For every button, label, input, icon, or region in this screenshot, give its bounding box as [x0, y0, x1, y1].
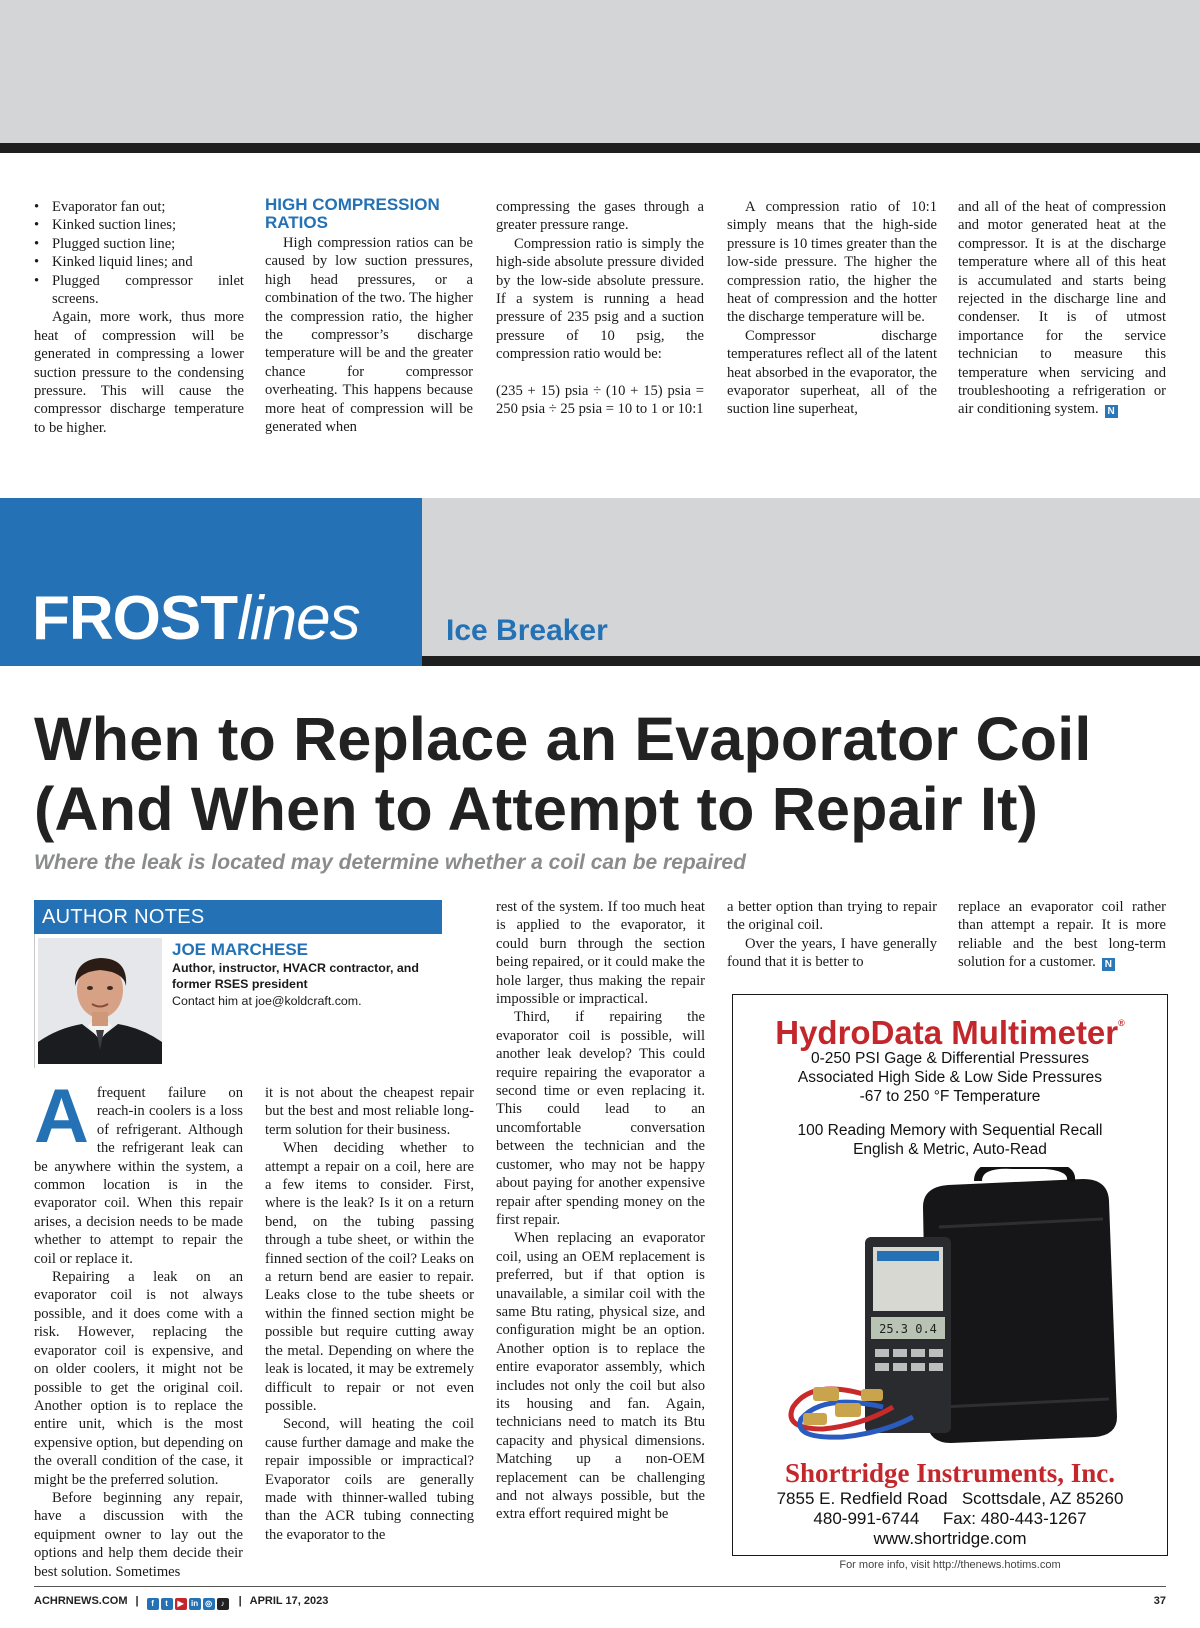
paragraph: Second, will heating the coil cause further damage and make the repair impossible or impractical? Evaporator coils are generally made with thinner-walled tubing than the ACR tubing connecting the evaporator to the: [265, 1416, 474, 1543]
paragraph: frequent failure on reach-in coolers is a loss of refrigerant. Although the refrigerant leak can be anywhere within the system, a common location is in the evaporator coil. When this repair arises, a decision needs to be made whether to attempt to repair the coil or replace it.: [34, 1085, 243, 1267]
linkedin-icon[interactable]: in: [189, 1598, 201, 1610]
list-item: • Evaporator fan out;: [34, 198, 244, 216]
logo-light: lines: [237, 584, 360, 653]
top-column-1: [34, 198, 244, 437]
formula: (235 + 15) psia ÷ (10 + 15) psia = 250 psia ÷ 25 psia = 10 to 1 or 10:1: [496, 382, 704, 418]
bullet-list: [34, 198, 244, 308]
paragraph: rest of the system. If too much heat is applied to the evaporator, it could burn through the section being repaired, or it could make the hole larger, thus making the repair impossible or impractical.: [496, 899, 705, 1008]
ad-company: Shortridge Instruments, Inc.: [784, 1458, 1115, 1488]
ad-more-info-link[interactable]: For more info, visit http://thenews.hotims.com: [839, 1559, 1061, 1571]
tiktok-icon[interactable]: ♪: [217, 1598, 229, 1610]
facebook-icon[interactable]: f: [147, 1598, 159, 1610]
paragraph: Repairing a leak on an evaporator coil is not always possible, and it does come with a risk. However, replacing the evaporator coil is expensive, and on older coolers, it might not be possible to get the original coil. Another option is to replace the entire unit, which is the most expensive option, but depending on the overall condition of the case, it might be the preferred solution.: [34, 1269, 243, 1488]
article-column-5: [958, 898, 1166, 972]
author-description: Author, instructor, HVACR contractor, and former RSES president: [172, 961, 419, 991]
top-black-rule: [0, 143, 1200, 153]
frostlines-logo: [32, 584, 360, 654]
ad-contact-block: [733, 1489, 1167, 1549]
paragraph: Again, more work, thus more heat of compression will be generated in compressing a lower suction pressure to the condensing pressure. This will cause the compressor discharge temperature to be higher.: [34, 309, 244, 436]
list-item: • Plugged suction line;: [34, 235, 244, 253]
paragraph: Third, if repairing the evaporator coil is possible, will another leak develop? This could require repairing the evaporator a second time or even replacing it. This could lead to an uncomfortable conversation between the technician and the customer, who may not be happy about paying for another expensive repair after spending money on the first repair.: [496, 1009, 705, 1228]
footer-site[interactable]: ACHRNEWS.COM: [34, 1595, 128, 1607]
ad-phone-row: [733, 1509, 1167, 1529]
ad-feature: English & Metric, Auto-Read: [853, 1141, 1047, 1158]
paragraph: Compressor discharge temperatures reflect all of the latent heat absorbed in the evaporator, the evaporator superheat, all of the suction line superheat,: [727, 327, 937, 418]
paragraph-wrap: [958, 898, 1166, 972]
paragraph: When replacing an evaporator coil, using an OEM replacement is preferred, but if that option is unavailable, a similar coil with the same Btu rating, physical size, and configuration might be an option. Another option is to replace the entire evaporator assembly, which includes not only the coil but also its housing and fan. Again, technicians need to match its Btu capacity and physical dimensions. Matching up a non-OEM replacement can be challenging and not always possible, but the extra effort required might be: [496, 1230, 705, 1523]
article-column-3: [496, 898, 705, 1524]
logo-bold: FROST: [32, 584, 238, 653]
registered-mark: ®: [1118, 1018, 1125, 1028]
paragraph: A compression ratio of 10:1 simply means that the high-side pressure is 10 times greater than the low-side pressure. The higher the compression ratio, the higher the heat of compression and the hotter the discharge temperature will be.: [727, 199, 937, 326]
paragraph: it is not about the cheapest repair but the best and most reliable long-term solution for their business.: [265, 1085, 474, 1138]
footer-separator: |: [238, 1595, 242, 1607]
ad-phone: 480-991-6744: [813, 1509, 920, 1528]
list-item: • Kinked suction lines;: [34, 216, 244, 234]
meter-display-text: 25.3 0.4: [879, 1322, 937, 1336]
author-name: JOE MARCHESE: [172, 940, 309, 959]
paragraph: Before beginning any repair, have a discussion with the equipment owner to lay out the options and help them decide their best solution. Sometimes: [34, 1489, 243, 1580]
author-photo: [38, 938, 162, 1064]
footer-date: APRIL 17, 2023: [249, 1595, 329, 1607]
ad-feature: 0-250 PSI Gage & Differential Pressures: [811, 1050, 1089, 1067]
paragraph-wrap: [958, 198, 1166, 419]
footer-separator: |: [135, 1595, 139, 1607]
ad-title-text: HydroData Multimeter: [775, 1014, 1119, 1051]
author-contact: Contact him at joe@koldcraft.com.: [172, 994, 362, 1008]
ad-feature: -67 to 250 °F Temperature: [859, 1088, 1041, 1105]
page-footer: [34, 1594, 328, 1610]
instagram-icon[interactable]: ◎: [203, 1598, 215, 1610]
drop-cap: A: [34, 1074, 89, 1159]
article-headline: When to Replace an Evaporator Coil (And When to Attempt to Repair It): [34, 705, 1092, 843]
paragraph: replace an evaporator coil rather than attempt a repair. It is more reliable and the best long-term solution for a customer.: [958, 899, 1166, 971]
top-column-4: [727, 198, 937, 419]
advertisement[interactable]: [732, 994, 1168, 1556]
twitter-icon[interactable]: t: [161, 1598, 173, 1610]
paragraph: When deciding whether to attempt a repair on a coil, here are a few items to consider. First, where is the leak? Is it on a return bend, on the tubing passing through a tube sheet, or within the finned section of the coil? Leaks on a return bend are easier to repair. Leaks close to the tube sheets or within the finned section might be possible but require cutting away the metal. Depending on where the leak is located, it may be extremely difficult to repair or not even possible.: [265, 1140, 474, 1414]
paragraph: and all of the heat of compression and motor generated heat at the compressor. It is at the discharge temperature where all of this heat is accumulated and starts being rejected in the discharge line and condenser. It is of utmost importance for the service technician to measure this temperature when servicing and troubleshooting a refrigeration or air conditioning system.: [958, 199, 1166, 418]
list-item: • Plugged compressor inlet screens.: [34, 272, 244, 309]
multimeter-product-image: [773, 1167, 1133, 1455]
paragraph: Over the years, I have generally found that it is better to: [727, 935, 937, 971]
youtube-icon[interactable]: ▶: [175, 1598, 187, 1610]
ad-address-row: [733, 1489, 1167, 1509]
footer-rule: [34, 1586, 1166, 1587]
ad-website[interactable]: www.shortridge.com: [873, 1529, 1027, 1548]
top-gray-band: [0, 0, 1200, 143]
ad-city: Scottsdale, AZ 85260: [961, 1489, 1124, 1508]
ad-features-1: [733, 1049, 1167, 1106]
page-number: 37: [1153, 1595, 1166, 1607]
article-column-1: [34, 1074, 243, 1581]
section-title: Ice Breaker: [446, 614, 608, 647]
paragraph: compressing the gases through a greater pressure range.: [496, 199, 704, 234]
top-column-3: [496, 198, 704, 418]
banner-black-rule: [422, 656, 1200, 666]
ad-fax: Fax: 480-443-1267: [942, 1509, 1087, 1528]
social-icons: [147, 1596, 231, 1610]
top-column-2: [265, 196, 473, 436]
paragraph: a better option than trying to repair the original coil.: [727, 899, 937, 934]
paragraph: High compression ratios can be caused by low suction pressures, high head pressures, or a combination of the two. The higher the compression ratio, the higher the compressor’s discharge temperature will be and the greater chance for compressor overheating. This happens because more heat of compression will be generated when: [265, 235, 473, 436]
article-deck: Where the leak is located may determine whether a coil can be repaired: [34, 851, 746, 874]
ad-feature: 100 Reading Memory with Sequential Recall: [797, 1122, 1103, 1139]
ad-address: 7855 E. Redfield Road: [776, 1489, 948, 1508]
paragraph: Compression ratio is simply the high-side absolute pressure divided by the low-side absolute pressure. If a system is running a head pressure of 235 psig and a suction pressure of 10 psig, the compression ratio would be:: [496, 235, 704, 363]
ad-features-2: [733, 1121, 1167, 1159]
top-column-5: [958, 198, 1166, 419]
ad-feature: Associated High Side & Low Side Pressures: [797, 1069, 1103, 1086]
list-item: • Kinked liquid lines; and: [34, 253, 244, 271]
author-notes-header: AUTHOR NOTES: [34, 900, 442, 934]
article-column-2: [265, 1084, 474, 1544]
end-mark-icon: N: [1105, 405, 1118, 418]
ad-title: [733, 1003, 1167, 1053]
paragraph-wrap: [34, 1074, 243, 1268]
article-column-4: [727, 898, 937, 972]
section-heading: HIGH COMPRESSION RATIOS: [265, 195, 440, 232]
end-mark-icon: N: [1102, 958, 1115, 971]
